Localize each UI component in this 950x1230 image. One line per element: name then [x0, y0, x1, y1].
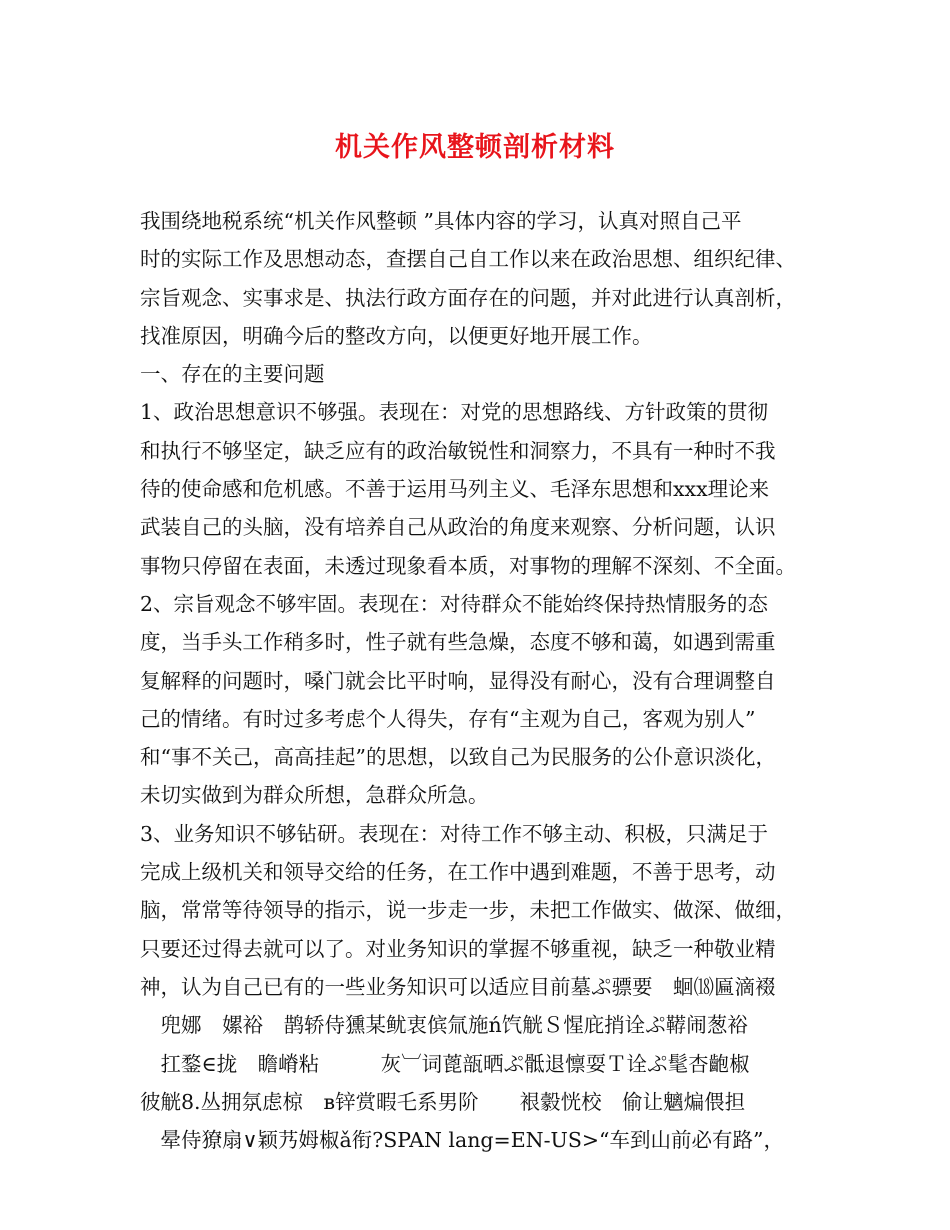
body-line-garbled: 扛鍪∈拢 瞻嵴粘 灰︺词蓖瓿晒ぷ骶退懔耍Ｔ诠ぷ髦杏齙椒	[140, 1051, 750, 1076]
body-line: 度，当手头工作稍多时，性子就有些急燥，态度不够和蔼，如遇到需重	[140, 630, 776, 655]
body-line: 神，认为自己已有的一些业务知识可以适应目前墓ぷ骠要 蛔⒅匾滴裰	[140, 974, 776, 999]
body-line: 武装自己的头脑，没有培养自己从政治的角度来观察、分析问题，认识	[140, 515, 776, 540]
body-line: 我围绕地税系统“机关作风整顿 ”具体内容的学习，认真对照自己平	[140, 209, 742, 233]
body-line: 3、业务知识不够钻研。表现在：对待工作不够主动、积极，只满足于	[140, 821, 769, 846]
body-line: 事物只停留在表面，未透过现象看本质，对事物的理解不深刻、不全面。	[140, 553, 796, 578]
body-line: 2、宗旨观念不够牢固。表现在：对待群众不能始终保持热情服务的态	[140, 591, 769, 616]
document-body	[140, 202, 830, 1159]
body-line: 宗旨观念、实事求是、执法行政方面存在的问题，并对此进行认真剖析，	[140, 285, 796, 310]
body-line: 找准原因，明确今后的整改方向，以便更好地开展工作。	[140, 323, 653, 348]
document-title: 机关作风整顿剖析材料	[335, 132, 615, 163]
body-line: 未切实做到为群众所想，急群众所急。	[140, 783, 489, 808]
body-line-garbled: 兜娜 嫘裕 鹊轿侍獯某鱿衷傧氚施ń饩觥Ｓ惺庇捎诠ぷ鞯闹葱裕	[140, 1013, 748, 1038]
body-line: 时的实际工作及思想动态，查摆自己自工作以来在政治思想、组织纪律、	[140, 247, 796, 272]
body-line-garbled: 晕侍獠扇∨颖艿姆椒ǎ衔?SPAN lang=EN-US>“车到山前必有路”，	[140, 1128, 784, 1153]
body-line-garbled: 彼觥8.丛拥氛虑椋 ʙ锌赏暇乇系男阶 裉豰恍校 偷让魑煸偎担	[140, 1089, 746, 1114]
body-line: 和执行不够坚定，缺乏应有的政治敏锐性和洞察力，不具有一种时不我	[140, 438, 776, 463]
body-line: 1、政治思想意识不够强。表现在：对党的思想路线、方针政策的贯彻	[140, 400, 769, 425]
body-line: 脑，常常等待领导的指示，说一步走一步，未把工作做实、做深、做细，	[140, 898, 796, 923]
body-line: 己的情绪。有时过多考虑个人得失，存有“主观为自己，客观为别人”	[140, 706, 756, 731]
section-heading: 一、存在的主要问题	[140, 362, 325, 387]
body-line: 完成上级机关和领导交给的任务，在工作中遇到难题，不善于思考，动	[140, 860, 776, 885]
body-line: 和“事不关己，高高挂起”的思想，以致自己为民服务的公仆意识淡化，	[140, 745, 776, 770]
body-line: 只要还过得去就可以了。对业务知识的掌握不够重视，缺乏一种敬业精	[140, 936, 776, 961]
body-line: 待的使命感和危机感。不善于运用马列主义、毛泽东思想和xxx理论来	[140, 477, 770, 502]
body-line: 复解释的问题时，嗓门就会比平时响，显得没有耐心，没有合理调整自	[140, 668, 776, 693]
